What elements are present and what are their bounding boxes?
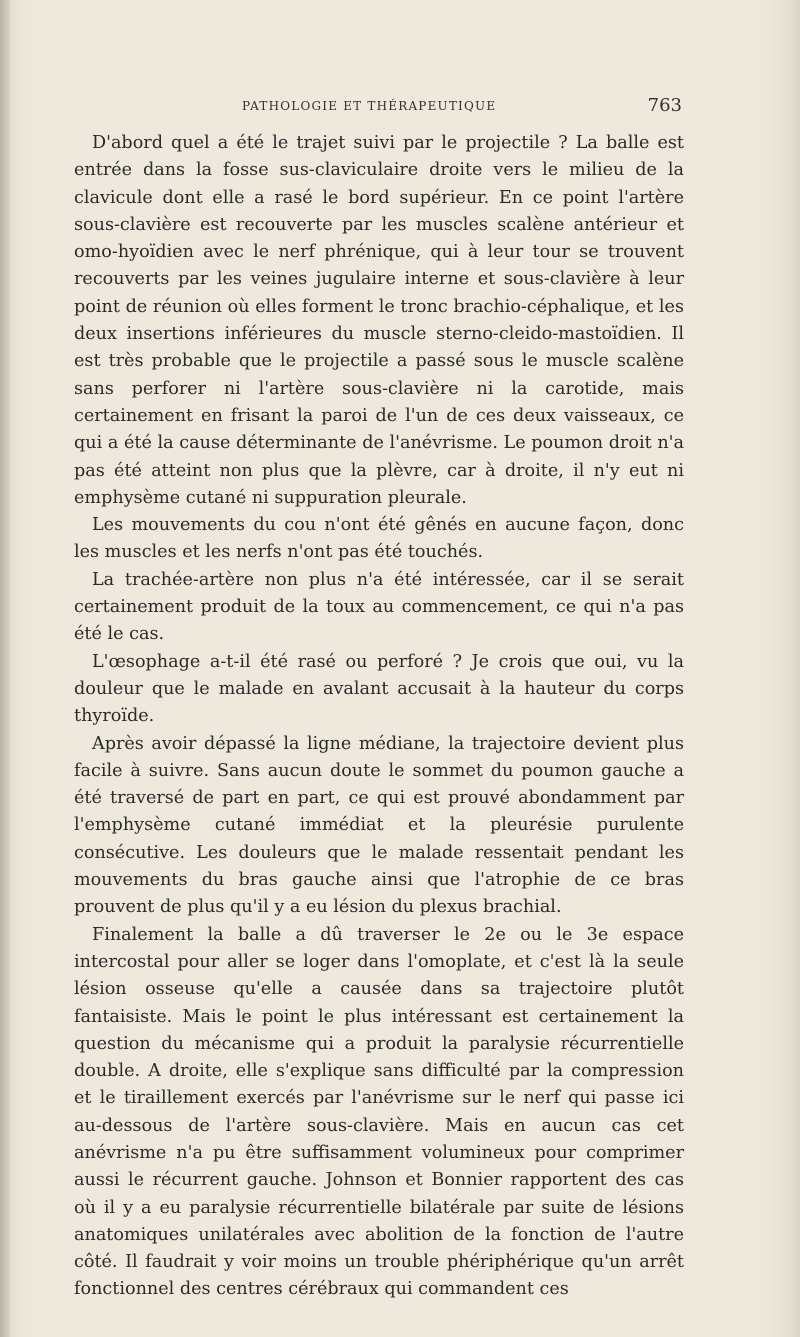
page-number: 763 bbox=[647, 95, 682, 116]
page-header bbox=[74, 95, 682, 119]
paragraph: La trachée-artère non plus n'a été intéressée, car il se serait certainement produit de la toux au commencement, ce qui n'a pas été le cas. bbox=[74, 569, 684, 645]
paragraph: D'abord quel a été le trajet suivi par le projectile ? La balle est entrée dans la fosse sus-claviculaire droite vers le milieu de la clavicule dont elle a rasé le bord supérieur. En ce point l'artère sous-clavière est recouverte par les muscles scalène antérieur et omo-hyoïdien avec le nerf phrénique, qui à leur tour se trouvent recouverts par les veines jugulaire interne et sous-clavière à leur point de réunion où elles forment le tronc brachio-céphalique, et les deux insertions inférieures du muscle sterno-cleido-mastoïdien. Il est très probable que le projectile a passé sous le muscle scalène sans perforer ni l'artère sous-clavière ni la carotide, mais certainement en frisant la paroi de l'un de ces deux vaisseaux, ce qui a été la cause déterminante de l'anévrisme. Le poumon droit n'a pas été atteint non plus que la plèvre, car à droite, il n'y eut ni emphysème cutané ni suppuration pleurale. bbox=[74, 133, 684, 508]
paragraph: Les mouvements du cou n'ont été gênés en aucune façon, donc les muscles et les nerfs n'ont pas été touchés. bbox=[74, 515, 684, 563]
body-text bbox=[74, 130, 684, 1304]
page-edge-shadow bbox=[0, 0, 10, 1337]
running-head: PATHOLOGIE ET THÉRAPEUTIQUE bbox=[242, 99, 497, 113]
paragraph: Finalement la balle a dû traverser le 2e ou le 3e espace intercostal pour aller se loger dans l'omoplate, et c'est là la seule lésion osseuse qu'elle a causée dans sa trajectoire plutôt fantaisiste. Mais le point le plus intéressant est certainement la question du mécanisme qui a produit la paralysie récurrentielle double. A droite, elle s'explique sans difficulté par la compression et le tiraillement exercés par l'anévrisme sur le nerf qui passe ici au-dessous de l'artère sous-clavière. Mais en aucun cas cet anévrisme n'a pu être suffisamment volumineux pour comprimer aussi le récurrent gauche. Johnson et Bonnier rapportent des cas où il y a eu paralysie récurrentielle bilatérale par suite de lésions anatomiques unilatérales avec abolition de la fonction de l'autre côté. Il faudrait y voir moins un trouble phériphérique qu'un arrêt fonctionnel des centres cérébraux qui commandent ces bbox=[74, 924, 684, 1300]
paragraph: Après avoir dépassé la ligne médiane, la trajectoire devient plus facile à suivre. Sans aucun doute le sommet du poumon gauche a été traversé de part en part, ce qui est prouvé abondamment par l'emphysème cutané immédiat et la pleurésie purulente consécutive. Les douleurs que le malade ressentait pendant les mouvements du bras gauche ainsi que l'atrophie de ce bras prouvent de plus qu'il y a eu lésion du plexus brachial. bbox=[74, 733, 684, 918]
paragraph: L'œsophage a-t-il été rasé ou perforé ? Je crois que oui, vu la douleur que le malade en avalant accusait à la hauteur du corps thyroïde. bbox=[74, 651, 684, 727]
